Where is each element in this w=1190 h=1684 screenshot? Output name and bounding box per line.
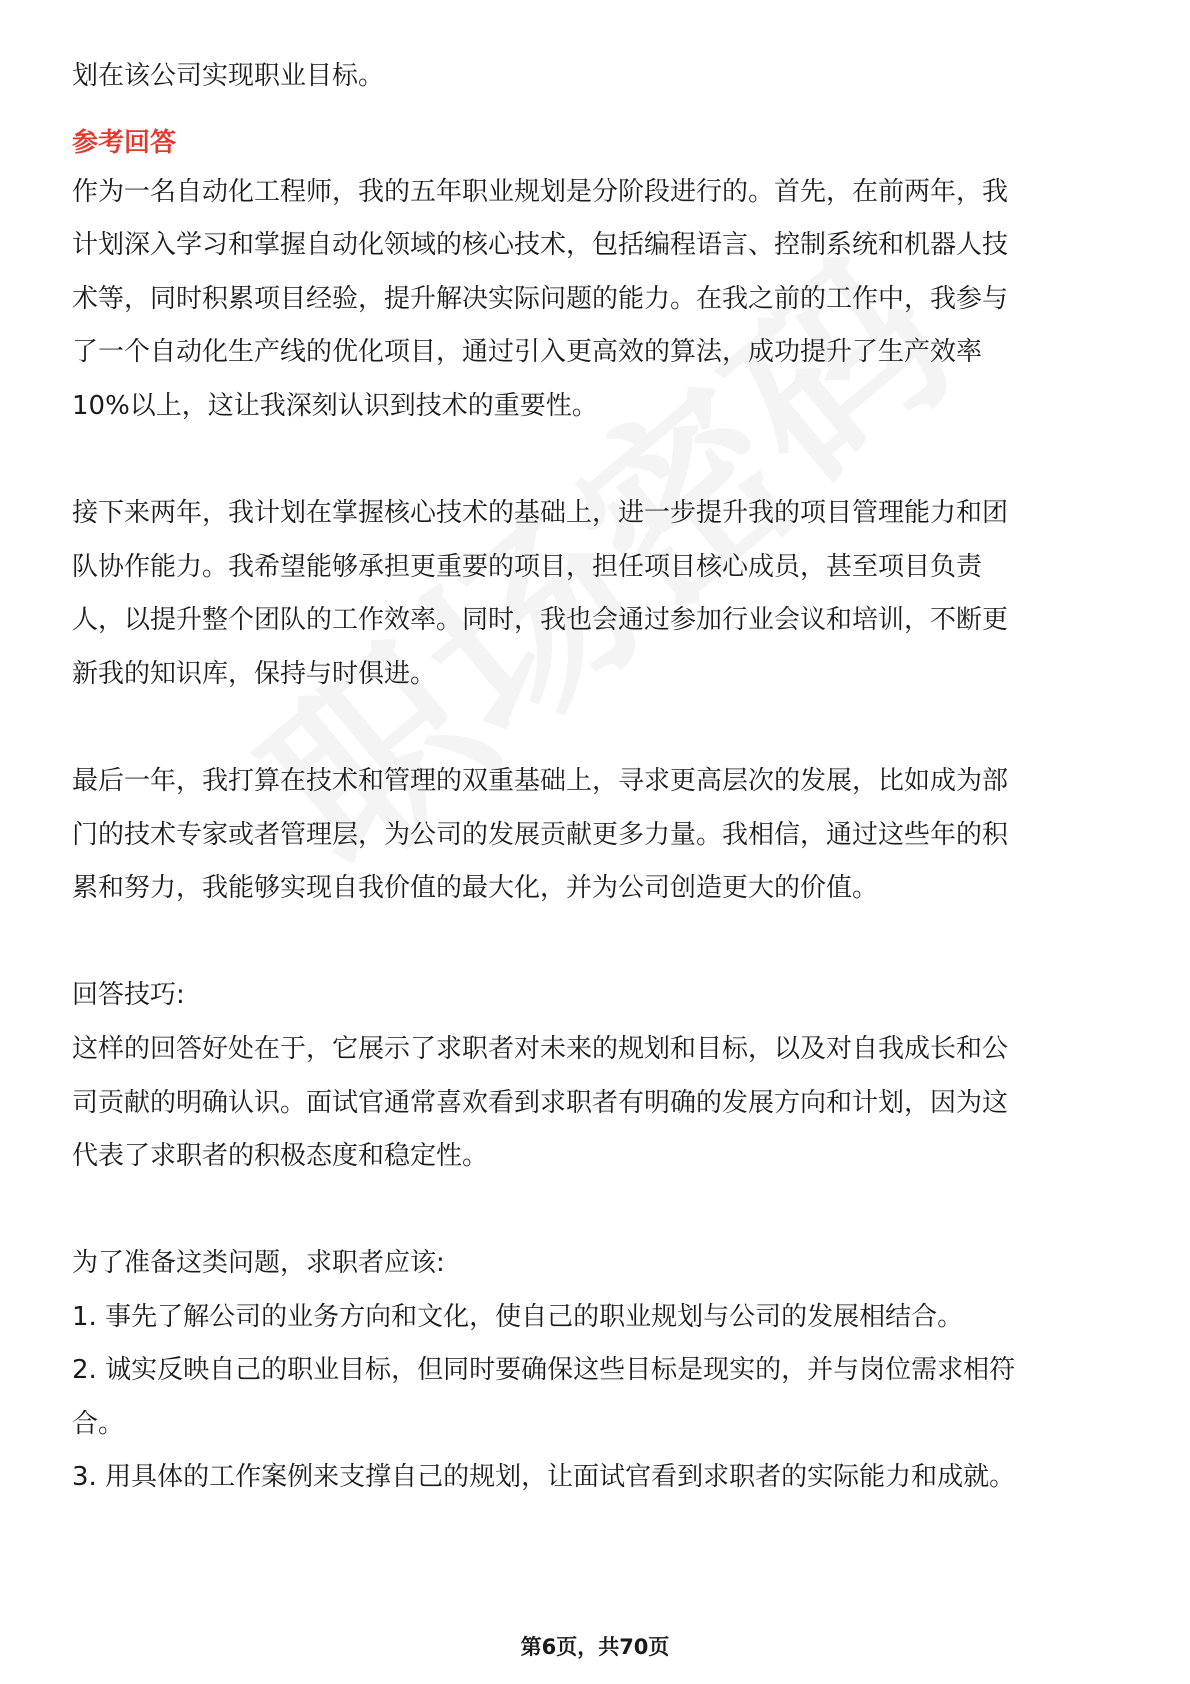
prep-item: 3. 用具体的工作案例来支撑自己的规划，让面试官看到求职者的实际能力和成就。 xyxy=(72,1462,1016,1492)
tips-line: 这样的回答好处在于，它展示了求职者对未来的规划和目标，以及对自我成长和公 xyxy=(72,1034,1009,1064)
answer-p2-line: 队协作能力。我希望能够承担更重要的项目，担任项目核心成员，甚至项目负责 xyxy=(72,552,983,582)
answer-p3-line: 最后一年，我打算在技术和管理的双重基础上，寻求更高层次的发展，比如成为部 xyxy=(72,766,1009,796)
answer-p1-line: 了一个自动化生产线的优化项目，通过引入更高效的算法，成功提升了生产效率 xyxy=(72,337,983,367)
intro-line: 划在该公司实现职业目标。 xyxy=(72,61,385,91)
answer-p1-line: 计划深入学习和掌握自动化领域的核心技术，包括编程语言、控制系统和机器人技 xyxy=(72,230,1009,260)
answer-p2-line: 人，以提升整个团队的工作效率。同时，我也会通过参加行业会议和培训，不断更 xyxy=(72,605,1009,635)
answer-p2-line: 接下来两年，我计划在掌握核心技术的基础上，进一步提升我的项目管理能力和团 xyxy=(72,498,1009,528)
answer-p3-line: 门的技术专家或者管理层，为公司的发展贡献更多力量。我相信，通过这些年的积 xyxy=(72,820,1009,850)
section-heading: 参考回答 xyxy=(72,128,177,158)
prep-item: 2. 诚实反映自己的职业目标，但同时要确保这些目标是现实的，并与岗位需求相符 xyxy=(72,1355,1016,1385)
answer-p1-line: 术等，同时积累项目经验，提升解决实际问题的能力。在我之前的工作中，我参与 xyxy=(72,284,1009,314)
tips-line: 司贡献的明确认识。面试官通常喜欢看到求职者有明确的发展方向和计划，因为这 xyxy=(72,1088,1009,1118)
prep-item: 1. 事先了解公司的业务方向和文化，使自己的职业规划与公司的发展相结合。 xyxy=(72,1302,964,1332)
prep-label: 为了准备这类问题，求职者应该: xyxy=(72,1248,445,1278)
answer-p3-line: 累和努力，我能够实现自我价值的最大化，并为公司创造更大的价值。 xyxy=(72,873,879,903)
tips-label: 回答技巧: xyxy=(72,980,185,1010)
page-number-footer: 第6页，共70页 xyxy=(520,1635,670,1659)
answer-p1-line: 10%以上，这让我深刻认识到技术的重要性。 xyxy=(72,391,598,421)
tips-line: 代表了求职者的积极态度和稳定性。 xyxy=(72,1141,489,1171)
answer-p1-line: 作为一名自动化工程师，我的五年职业规划是分阶段进行的。首先，在前两年，我 xyxy=(72,177,1009,207)
prep-item: 合。 xyxy=(72,1409,125,1439)
answer-p2-line: 新我的知识库，保持与时俱进。 xyxy=(72,659,437,689)
